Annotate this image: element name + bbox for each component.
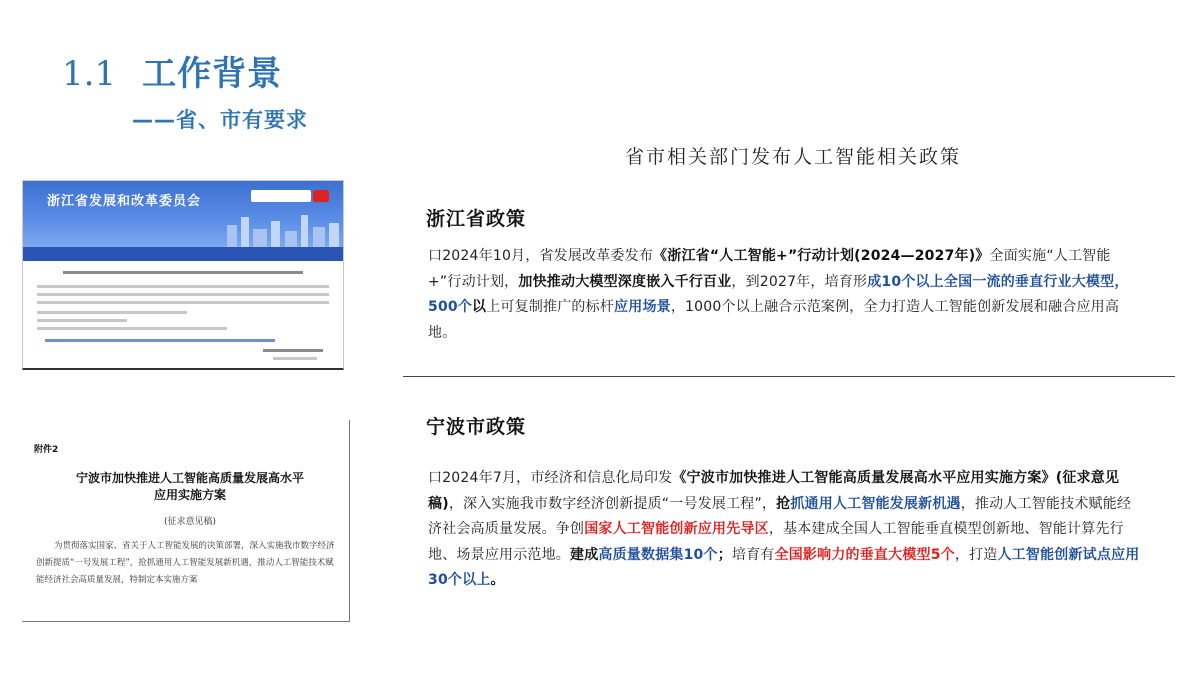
- ningbo-policy-heading: 宁波市政策: [426, 416, 527, 438]
- section-divider: [403, 376, 1175, 377]
- zhejiang-nav-bar: [23, 247, 343, 261]
- skyline-graphic: [223, 213, 343, 247]
- ningbo-doc-title: [40, 470, 340, 504]
- zhejiang-policy-text: 口2024年10月，省发展改革委发布《浙江省“人工智能+”行动计划(2024—2027年)》全面实施“人工智能+”行动计划，加快推动大模型深度嵌入千行百业，到2027年，培育形成10个以上全国一流的垂直行业大模型，500个以上可复制推广的标杆应用场景，1000个以上融合示范案例，全力打造人工智能创新发展和融合应用高地。: [428, 248, 1129, 341]
- ningbo-doc-body: 为贯彻落实国家、省关于人工智能发展的决策部署，深入实施我市数字经济创新提质“一号发展工程”，抢抓通用人工智能发展新机遇，推动人工智能技术赋能经济社会高质量发展，特制定本实施方案: [36, 541, 335, 585]
- ningbo-policy-text: 口2024年7月，市经济和信息化局印发《宁波市加快推进人工智能高质量发展高水平应用实施方案》(征求意见稿)，深入实施我市数字经济创新提质“一号发展工程”，抢抓通用人工智能发展新机遇，推动人工智能技术赋能经济社会高质量发展。争创国家人工智能创新应用先导区，基本建成全国人工智能垂直模型创新地、智能计算先行地、场景应用示范地。建成高质量数据集10个；培育有全国影响力的垂直大模型5个，打造人工智能创新试点应用30个以上。: [428, 470, 1140, 588]
- zhejiang-site-name: 浙江省发展和改革委员会: [47, 194, 202, 209]
- zhejiang-site-banner: [23, 181, 343, 247]
- attachment-label: 附件2: [34, 445, 59, 455]
- ningbo-doc-title-line1: 宁波市加快推进人工智能高质量发展高水平: [75, 471, 304, 485]
- policy-caption: 省市相关部门发布人工智能相关政策: [624, 146, 961, 168]
- zhejiang-search-box: [251, 190, 311, 202]
- page-subtitle: ——省、市有要求: [132, 108, 308, 132]
- draft-label: (征求意见稿): [163, 517, 217, 527]
- page-title: 工作背景: [142, 54, 283, 94]
- zhejiang-search-button: [313, 190, 329, 202]
- zhejiang-policy-heading: 浙江省政策: [426, 208, 527, 230]
- ningbo-doc-title-line2: 应用实施方案: [153, 488, 226, 502]
- section-number: 1.1: [62, 54, 117, 94]
- ningbo-document-thumbnail: [22, 420, 350, 622]
- slide-title: [62, 46, 282, 95]
- zhejiang-website-thumbnail: [22, 180, 344, 370]
